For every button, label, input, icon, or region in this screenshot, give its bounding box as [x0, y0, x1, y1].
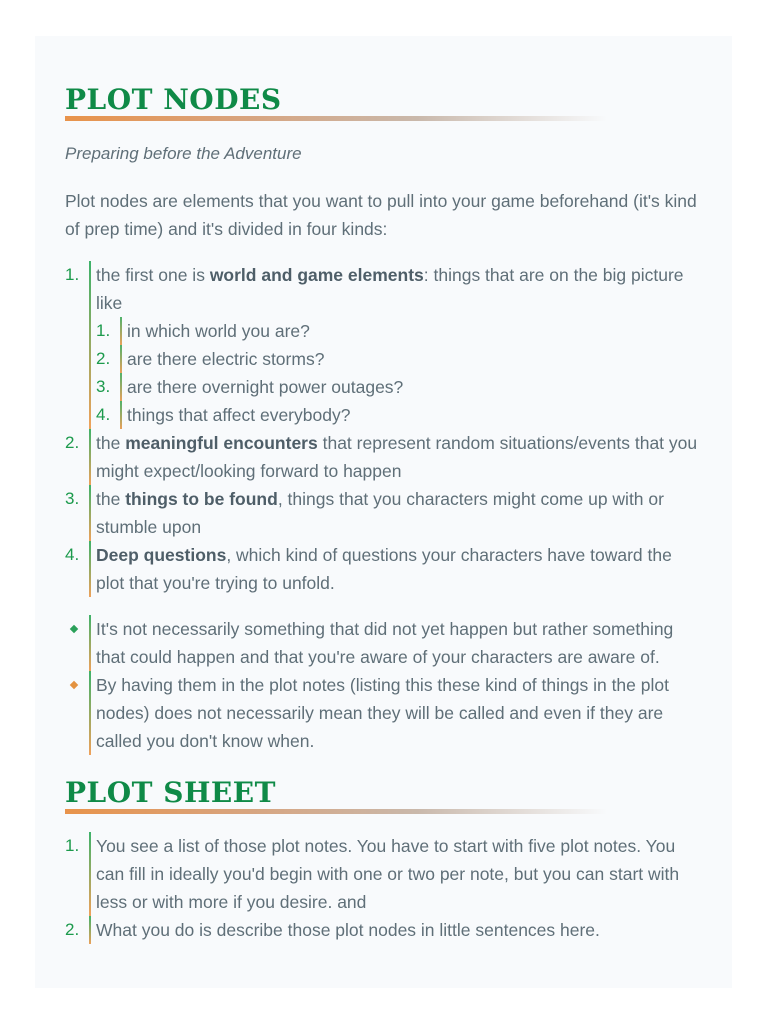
nested-item-text: are there electric storms? — [120, 345, 702, 373]
item-text-bold: meaningful encounters — [125, 433, 318, 453]
list-number: 2. — [65, 920, 80, 939]
bullet-item — [65, 615, 702, 671]
diamond-bullet-icon — [65, 671, 89, 755]
list-number: 1. — [65, 836, 80, 855]
list-item — [65, 485, 702, 541]
list-number: 1. — [96, 321, 111, 340]
item-text-pre: the — [96, 433, 126, 453]
item-text-bold: world and game elements — [209, 265, 424, 285]
list-item — [65, 541, 702, 597]
heading-underline — [65, 809, 607, 814]
list-item-content — [89, 541, 702, 597]
bullet-text: It's not necessarily something that did not yet happen but rather something that could happen and that you're aware of your characters are aware of. — [89, 615, 702, 671]
list-number: 3. — [96, 377, 111, 396]
heading-underline — [65, 116, 607, 121]
list-item-content — [89, 429, 702, 485]
subtitle: Preparing before the Adventure — [65, 144, 302, 163]
bullet-item — [65, 671, 702, 755]
list-number: 4. — [65, 545, 80, 564]
bullet-text: By having them in the plot notes (listing this these kind of things in the plot nodes) does not necessarily mean they will be called and even if they are called you don't know when. — [89, 671, 702, 755]
list-number: 2. — [96, 349, 111, 368]
item-text-pre: the first one is — [96, 265, 210, 285]
list-item-content — [89, 485, 702, 541]
list-item — [65, 832, 702, 916]
list-number: 1. — [65, 265, 80, 284]
item-text-post: that represent random situations/events that you might expect/looking forward to happen — [96, 433, 698, 481]
item-text-post: , which kind of questions your characters have toward the plot that you're trying to unfold. — [96, 545, 672, 593]
item-text-post: , things that you characters might come up with or stumble upon — [96, 489, 664, 537]
document-card — [35, 36, 732, 988]
list-number: 4. — [96, 405, 111, 424]
nested-list-item — [96, 401, 702, 429]
plot-sheet-list — [65, 832, 702, 944]
list-item — [65, 429, 702, 485]
nested-list — [96, 317, 702, 429]
list-item — [65, 261, 702, 429]
heading-plot-nodes: PLOT NODES — [65, 83, 282, 116]
diamond-bullet-icon — [65, 615, 89, 671]
item-text-post: : things that are on the big picture like — [96, 265, 684, 313]
nested-list-item — [96, 345, 702, 373]
list-number: 3. — [65, 489, 80, 508]
list-item — [65, 916, 702, 944]
item-text-bold: things to be found — [125, 489, 278, 509]
nested-item-text: in which world you are? — [120, 317, 702, 345]
item-text-bold: Deep questions — [96, 545, 227, 565]
nested-item-text: are there overnight power outages? — [120, 373, 702, 401]
nested-item-text: things that affect everybody? — [120, 401, 702, 429]
list-item-content — [89, 261, 702, 429]
notes-bullet-list — [65, 615, 702, 755]
list-item-text: You see a list of those plot notes. You have to start with five plot notes. You can fill in ideally you'd begin with one or two per note, but you can start with less or with more if you desire. and — [89, 832, 702, 916]
list-item-text: What you do is describe those plot nodes in little sentences here. — [89, 916, 702, 944]
intro-paragraph: Plot nodes are elements that you want to pull into your game beforehand (it's kind of prep time) and it's divided in four kinds: — [65, 191, 697, 239]
nested-list-item — [96, 373, 702, 401]
list-number: 2. — [65, 433, 80, 452]
heading-plot-sheet: PLOT SHEET — [65, 776, 276, 809]
item-text-pre: the — [96, 489, 126, 509]
nested-list-item — [96, 317, 702, 345]
plot-node-kinds-list — [65, 261, 702, 597]
